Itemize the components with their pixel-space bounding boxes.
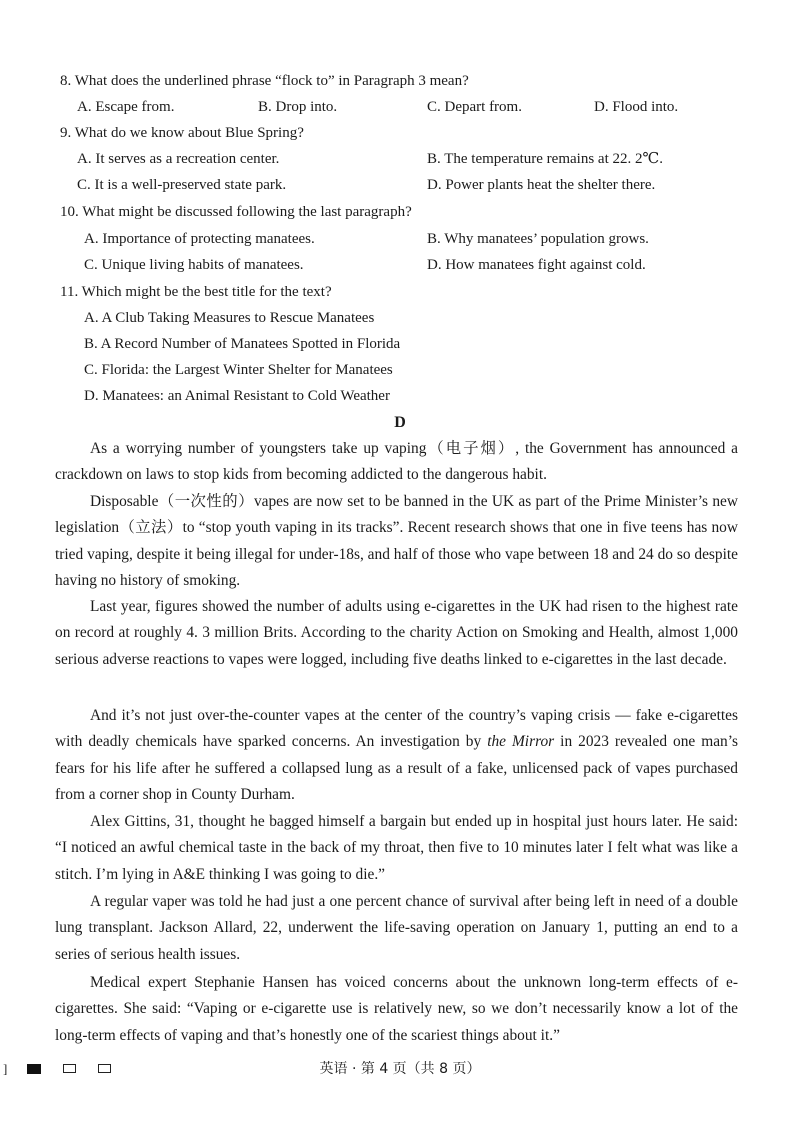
edge-bracket-glyph: ] xyxy=(3,1061,8,1076)
passage-paragraph-6: A regular vaper was told he had just a one percent chance of survival after being left in need of a double lung transplant. Jackson Allard, 22, underwent the life-saving operation on January 1, putting an end to a series of serious health issues. xyxy=(55,893,738,963)
paragraph-4-text-start: And it’s not just over-the-counter vapes at the center of the country’s vaping crisis — fake e-cigarettes with deadly chemicals have sparked concerns. An investigation by xyxy=(55,707,738,751)
question-8-option-c: C. Depart from. xyxy=(427,99,522,115)
question-10-stem: 10. What might be discussed following the last paragraph? xyxy=(60,204,412,220)
question-9-option-d: D. Power plants heat the shelter there. xyxy=(427,177,656,193)
question-8-option-b: B. Drop into. xyxy=(258,99,338,115)
question-8-option-a: A. Escape from. xyxy=(77,99,175,115)
page-footer xyxy=(0,1059,800,1079)
question-10-option-c: C. Unique living habits of manatees. xyxy=(84,257,304,273)
passage-paragraph-4 xyxy=(55,703,738,808)
passage-paragraph-5: Alex Gittins, 31, thought he bagged himself a bargain but ended up in hospital just hours later. He said: “I noticed an awful chemical taste in the back of my throat, then five to 10 minutes later I felt what was like a stitch. I’m lying in A&E thinking I was going to die.” xyxy=(55,813,738,883)
question-9-stem: 9. What do we know about Blue Spring? xyxy=(60,125,304,141)
question-10-option-a: A. Importance of protecting manatees. xyxy=(84,231,315,247)
question-9-option-c: C. It is a well-preserved state park. xyxy=(77,177,287,193)
question-11-option-a: A. A Club Taking Measures to Rescue Manatees xyxy=(84,310,375,326)
newspaper-title: the Mirror xyxy=(487,733,555,751)
question-11-option-c: C. Florida: the Largest Winter Shelter for Manatees xyxy=(84,362,393,378)
question-8-stem: 8. What does the underlined phrase “flock to” in Paragraph 3 mean? xyxy=(60,73,469,89)
question-10-option-b: B. Why manatees’ population grows. xyxy=(427,231,649,247)
passage-paragraph-3: Last year, figures showed the number of adults using e-cigarettes in the UK had risen to the highest rate on record at roughly 4. 3 million Brits. According to the charity Action on Smoking and Health, almost 1,000 serious adverse reactions to vapes were logged, including five deaths linked to e-cigarettes in the last decade. xyxy=(55,598,738,668)
question-9-option-a: A. It serves as a recreation center. xyxy=(77,151,280,167)
question-10-option-d: D. How manatees fight against cold. xyxy=(427,257,646,273)
question-11-option-b: B. A Record Number of Manatees Spotted in Florida xyxy=(84,336,401,352)
paragraph-4-text-end: in 2023 revealed one man’s fears for his life after he suffered a collapsed lung as a result of a fake, unlicensed pack of vapes purchased from a corner shop in County Durham. xyxy=(55,733,739,803)
question-11-option-d: D. Manatees: an Animal Resistant to Cold Weather xyxy=(84,388,390,404)
passage-paragraph-1: As a worrying number of youngsters take up vaping（电子烟）, the Government has announced a crackdown on laws to stop kids from becoming addicted to the dangerous habit. xyxy=(55,440,738,484)
question-11-stem: 11. Which might be the best title for the text? xyxy=(60,284,332,300)
question-9-option-b: B. The temperature remains at 22. 2℃. xyxy=(427,151,664,167)
passage-paragraph-7: Medical expert Stephanie Hansen has voiced concerns about the unknown long-term effects of e-cigarettes. She said: “Vaping or e-cigarette use is relatively new, so we don’t necessarily know a lot of the long-term effects of vaping and that’s honestly one of the scariest things about it.” xyxy=(55,974,738,1044)
section-heading: D xyxy=(394,414,406,431)
question-8-option-d: D. Flood into. xyxy=(594,99,679,115)
passage-paragraph-2: Disposable（一次性的）vapes are now set to be banned in the UK as part of the Prime Minister’s new legislation（立法）to “stop youth vaping in its tracks”. Recent research shows that one in five teens has now tried vaping, despite it being illegal for under-18s, and half of those who vape between 18 and 24 do so despite having no history of smoking. xyxy=(55,493,738,589)
page-number: 英语 · 第 4 页（共 8 页） xyxy=(319,1061,481,1077)
